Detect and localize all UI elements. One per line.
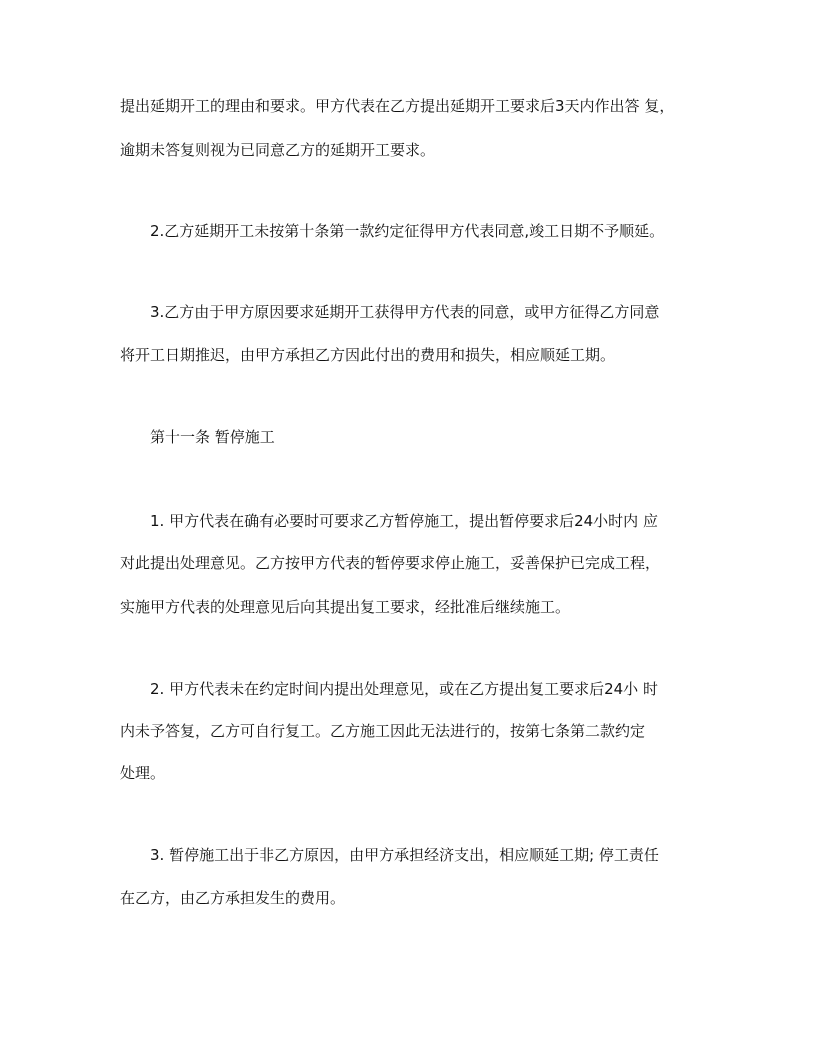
text-line: 3. 暂停施工出于非乙方原因，由甲方承担经济支出，相应顺延工期; 停工责任 (150, 846, 659, 864)
text-line: 提出延期开工的理由和要求。甲方代表在乙方提出延期开工要求后3天内作出答 复， (120, 97, 675, 115)
text-line: 3.乙方由于甲方原因要求延期开工获得甲方代表的同意，或甲方征得乙方同意 (150, 303, 660, 321)
text-line: 2. 甲方代表未在约定时间内提出处理意见，或在乙方提出复工要求后24小 时 (150, 680, 658, 698)
section-heading: 第十一条 暂停施工 (150, 428, 275, 446)
text-line: 1. 甲方代表在确有必要时可要求乙方暂停施工，提出暂停要求后24小时内 应 (150, 512, 658, 530)
text-line: 对此提出处理意见。乙方按甲方代表的暂停要求停止施工，妥善保护已完成工程， (120, 554, 661, 572)
text-line: 内未予答复，乙方可自行复工。乙方施工因此无法进行的，按第七条第二款约定 (120, 722, 646, 740)
text-line: 2.乙方延期开工未按第十条第一款约定征得甲方代表同意,竣工日期不予顺延。 (150, 222, 665, 240)
text-line: 实施甲方代表的处理意见后向其提出复工要求，经批准后继续施工。 (120, 598, 571, 616)
text-line: 处理。 (120, 764, 166, 782)
text-line: 将开工日期推迟，由甲方承担乙方因此付出的费用和损失，相应顺延工期。 (120, 346, 616, 364)
text-line: 逾期未答复则视为已同意乙方的延期开工要求。 (120, 141, 436, 159)
text-line: 在乙方，由乙方承担发生的费用。 (120, 889, 346, 907)
